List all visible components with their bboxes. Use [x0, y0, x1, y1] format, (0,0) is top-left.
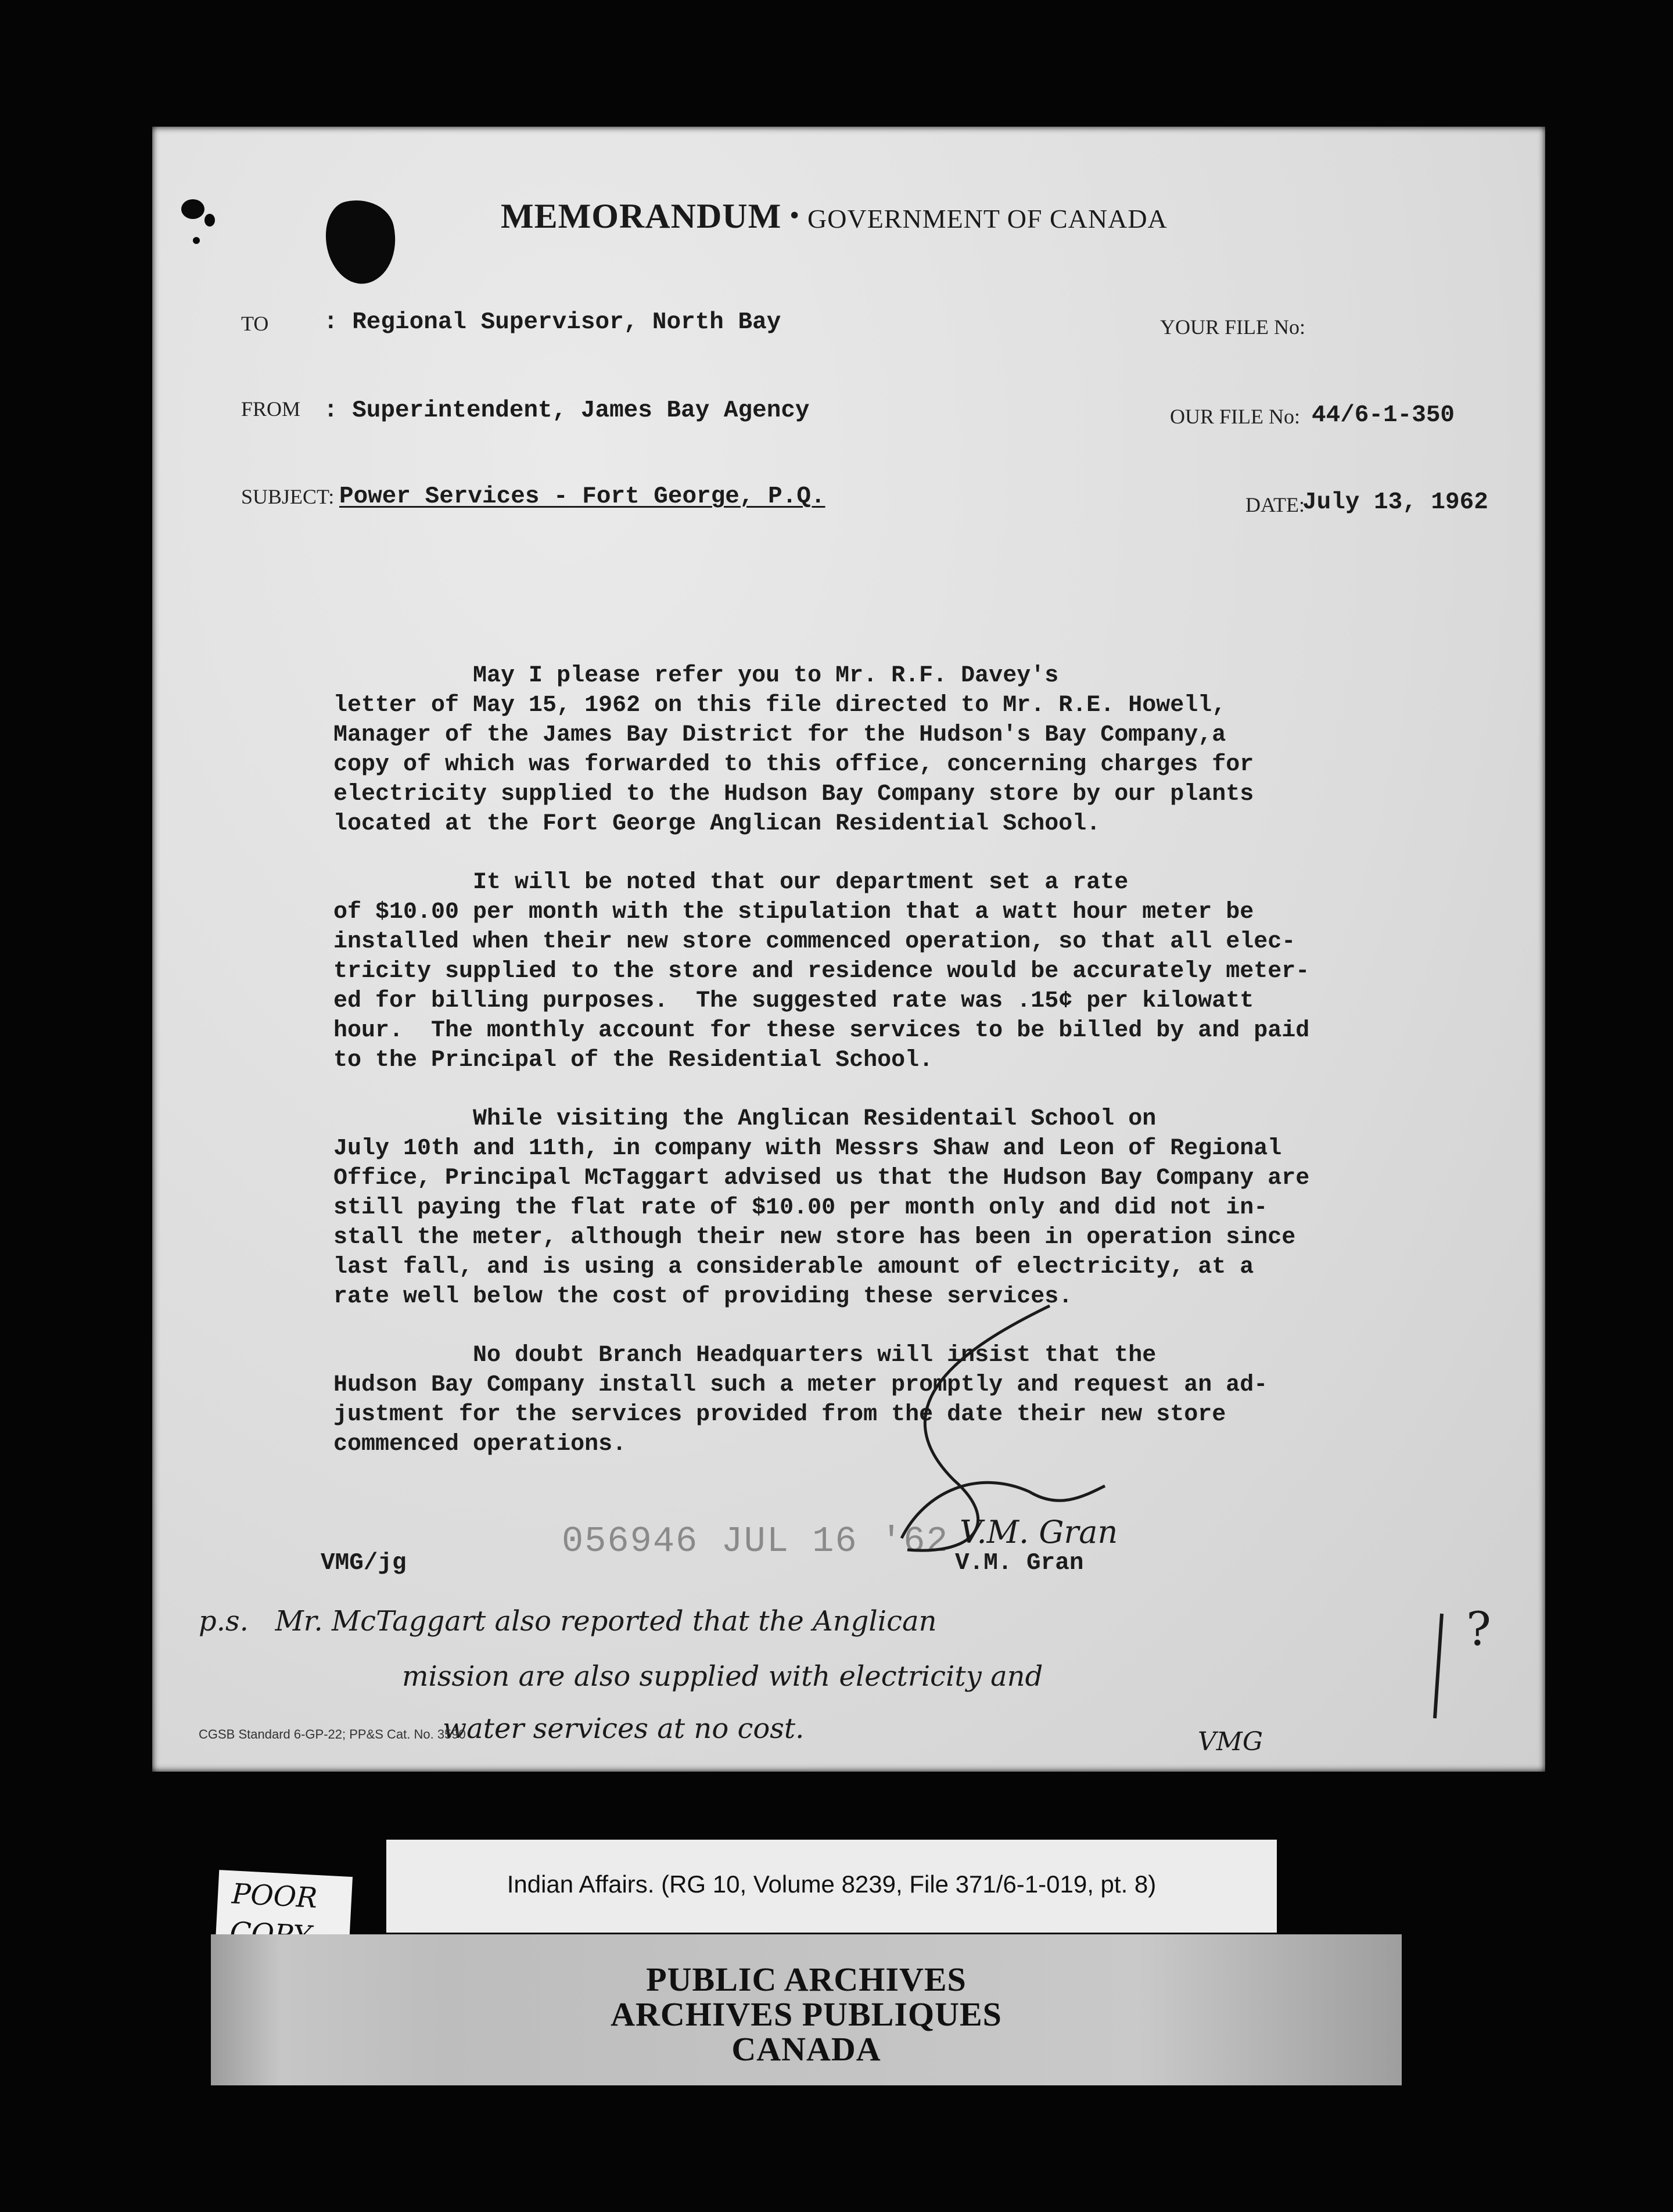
poor-copy-line: POOR — [231, 1877, 318, 1915]
your-file-label: YOUR FILE No: — [1160, 315, 1305, 339]
archives-label-line: ARCHIVES PUBLIQUES — [611, 1995, 1002, 2033]
from-value: : Superintendent, James Bay Agency — [324, 397, 810, 424]
archives-label-line: CANADA — [731, 2030, 881, 2068]
signature: V.M. Gran — [960, 1514, 1118, 1550]
archive-caption-box — [386, 1840, 1277, 1933]
archive-caption: Indian Affairs. (RG 10, Volume 8239, File 371/6-1-019, pt. 8) — [507, 1870, 1157, 1898]
subject-label: SUBJECT: — [241, 485, 335, 508]
from-label: FROM — [241, 397, 301, 421]
subject-value: Power Services - Fort George, P.Q. — [339, 483, 825, 510]
memo-sheet — [152, 127, 1545, 1772]
date-value: July 13, 1962 — [1302, 489, 1488, 516]
title-separator: • — [789, 200, 800, 231]
body-paragraph: While visiting the Anglican Residentail School on July 10th and 11th, in company with Messrs Shaw and Leon of Regional Office, Principal McTaggart advised us that the Hudson Bay Company are still paying the flat rate of $10.00 per month only and did not in- stall the meter, although their new store has been in operation since last fall, and is using a considerable amount of electricity, at a rate well below the cost of providing these services. — [333, 1106, 1310, 1310]
form-number: CGSB Standard 6-GP-22; PP&S Cat. No. 3590 — [199, 1727, 466, 1741]
postscript-initials: VMG — [1198, 1727, 1263, 1757]
typist-initials: VMG/jg — [321, 1550, 407, 1577]
our-file-value: 44/6-1-350 — [1312, 402, 1455, 429]
archives-label — [211, 1934, 1402, 2085]
signer-name: V.M. Gran — [955, 1550, 1084, 1577]
body-paragraph: May I please refer you to Mr. R.F. Davey's letter of May 15, 1962 on this file directed to Mr. R.E. Howell, Manager of the James Bay District for the Hudson's Bay Company,a copy of which was forwarded to this office, concerning charges for electricity supplied to the Hudson Bay Company store by our plants located at the Fort George Anglican Residential School. — [333, 663, 1254, 837]
margin-question-mark: ? — [1466, 1602, 1491, 1656]
signature-mark — [152, 127, 1545, 1772]
postscript-line: mission are also supplied with electricity and — [402, 1660, 1043, 1693]
memo-title: MEMORANDUM — [501, 197, 782, 235]
margin-bracket — [1435, 1614, 1442, 1718]
to-value: : Regional Supervisor, North Bay — [324, 309, 781, 336]
body-paragraph: It will be noted that our department set a rate of $10.00 per month with the stipulation that a watt hour meter be installed when their new store commenced operation, so that all elec- tricity supplied to the store and residence would be accurately meter- ed for billing purposes. The suggested rate was .15¢ per kilowatt hour. The monthly account for these services to be billed by and paid to the Principal of the Residential School. — [333, 870, 1310, 1073]
to-label: TO — [241, 312, 269, 335]
memo-org: GOVERNMENT OF CANADA — [807, 204, 1168, 234]
postscript-line: p.s. Mr. McTaggart also reported that the Anglican — [199, 1605, 937, 1638]
body-paragraph: No doubt Branch Headquarters will insist that the Hudson Bay Company install such a meter promptly and request an ad- justment for the services provided from the date their new store commenced operations. — [333, 1342, 1268, 1457]
postscript-line: water services at no cost. — [443, 1712, 805, 1745]
received-stamp: 056946 JUL 16 '62 — [562, 1521, 949, 1562]
archives-label-line: PUBLIC ARCHIVES — [646, 1960, 967, 1998]
our-file-label: OUR FILE No: — [1170, 405, 1300, 428]
date-label: DATE: — [1245, 493, 1305, 516]
